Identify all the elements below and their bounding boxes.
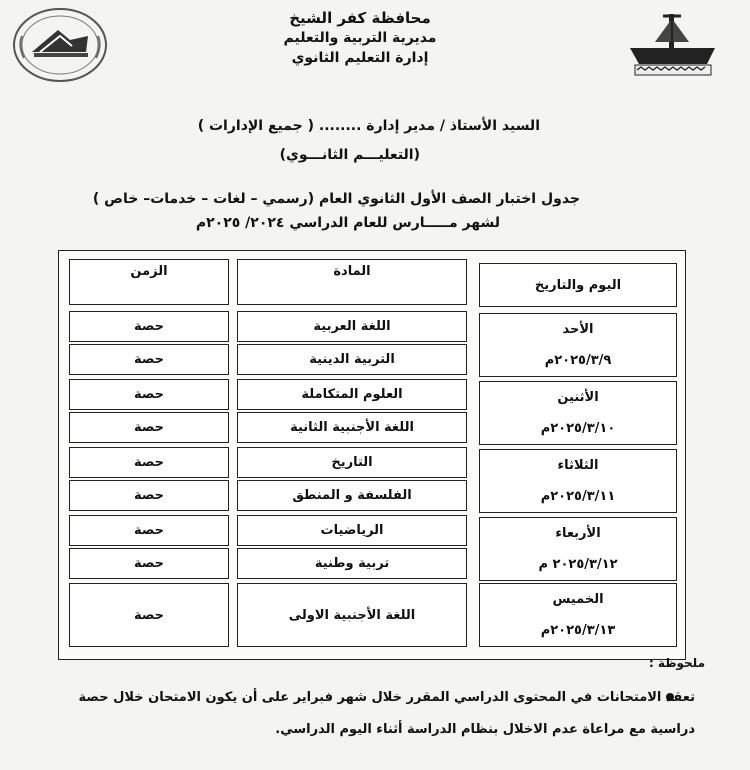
day-date: ٢٠٢٥/٣/٩م: [544, 353, 612, 368]
recipient-department: (التعليـــم الثانـــوي): [279, 147, 420, 163]
day-name: الأربعاء: [555, 526, 601, 541]
governorate-name: محافظة كفر الشيخ: [289, 9, 431, 27]
day-name: الأحد: [562, 322, 594, 337]
subject-cell: العلوم المتكاملة: [237, 379, 467, 410]
subject-cell: التاريخ: [237, 447, 467, 478]
subject-cell: الرياضيات: [237, 515, 467, 546]
time-cell: حصة: [69, 344, 229, 375]
time-cell: حصة: [69, 515, 229, 546]
schedule-title: جدول اختبار الصف الأول الثانوي العام (رسمي – لغات – خدمات– خاص ): [92, 191, 580, 207]
subject-cell: التربية الدينية: [237, 344, 467, 375]
notes-label: ملحوظة :: [648, 656, 705, 670]
governorate-boat-logo: [625, 10, 720, 85]
day-cell: [479, 381, 677, 445]
recipient-line: السيد الأستاذ / مدير إدارة ........ ( جميع الإدارات ): [197, 118, 540, 134]
time-cell: حصة: [69, 480, 229, 511]
time-cell: حصة: [69, 548, 229, 579]
letterhead: [275, 8, 445, 68]
day-date: ٢٠٢٥/٣/١٠م: [540, 421, 616, 436]
exam-schedule-table: [58, 250, 686, 660]
subject-cell: اللغة الأجنبية الاولى: [237, 583, 467, 647]
time-cell: حصة: [69, 583, 229, 647]
subject-cell: اللغة العربية: [237, 311, 467, 342]
day-name: الخميس: [552, 592, 604, 607]
note-line-2: دراسية مع مراعاة عدم الاخلال بنظام الدراسة أثناء اليوم الدراسي.: [275, 722, 695, 737]
day-cell: [479, 583, 677, 647]
note-line-1: تعقد الامتحانات في المحتوى الدراسي المقرر خلال شهر فبراير على أن يكون الامتحان خلال حصة: [78, 690, 695, 705]
day-cell: [479, 517, 677, 581]
time-cell: حصة: [69, 379, 229, 410]
day-date: ٢٠٢٥/٣/١١م: [540, 489, 616, 504]
header-day-date: اليوم والتاريخ: [479, 263, 677, 307]
day-cell: [479, 449, 677, 513]
time-cell: حصة: [69, 311, 229, 342]
ministry-emblem-logo: [10, 6, 110, 84]
time-cell: حصة: [69, 447, 229, 478]
day-name: الأثنين: [557, 390, 599, 405]
time-cell: حصة: [69, 412, 229, 443]
directorate-name: مديرية التربية والتعليم: [283, 30, 437, 46]
subject-cell: الفلسفة و المنطق: [237, 480, 467, 511]
administration-name: إدارة التعليم الثانوي: [291, 50, 429, 66]
day-date: ٢٠٢٥/٣/١٢ م: [538, 557, 618, 572]
header-time: الزمن: [69, 259, 229, 305]
subject-cell: اللغة الأجنبية الثانية: [237, 412, 467, 443]
day-name: الثلاثاء: [557, 458, 599, 473]
schedule-subtitle: لشهر مـــــارس للعام الدراسي ٢٠٢٤/ ٢٠٢٥م: [195, 215, 500, 231]
day-cell: [479, 313, 677, 377]
header-subject: المادة: [237, 259, 467, 305]
subject-cell: تربية وطنية: [237, 548, 467, 579]
day-date: ٢٠٢٥/٣/١٣م: [540, 623, 616, 638]
